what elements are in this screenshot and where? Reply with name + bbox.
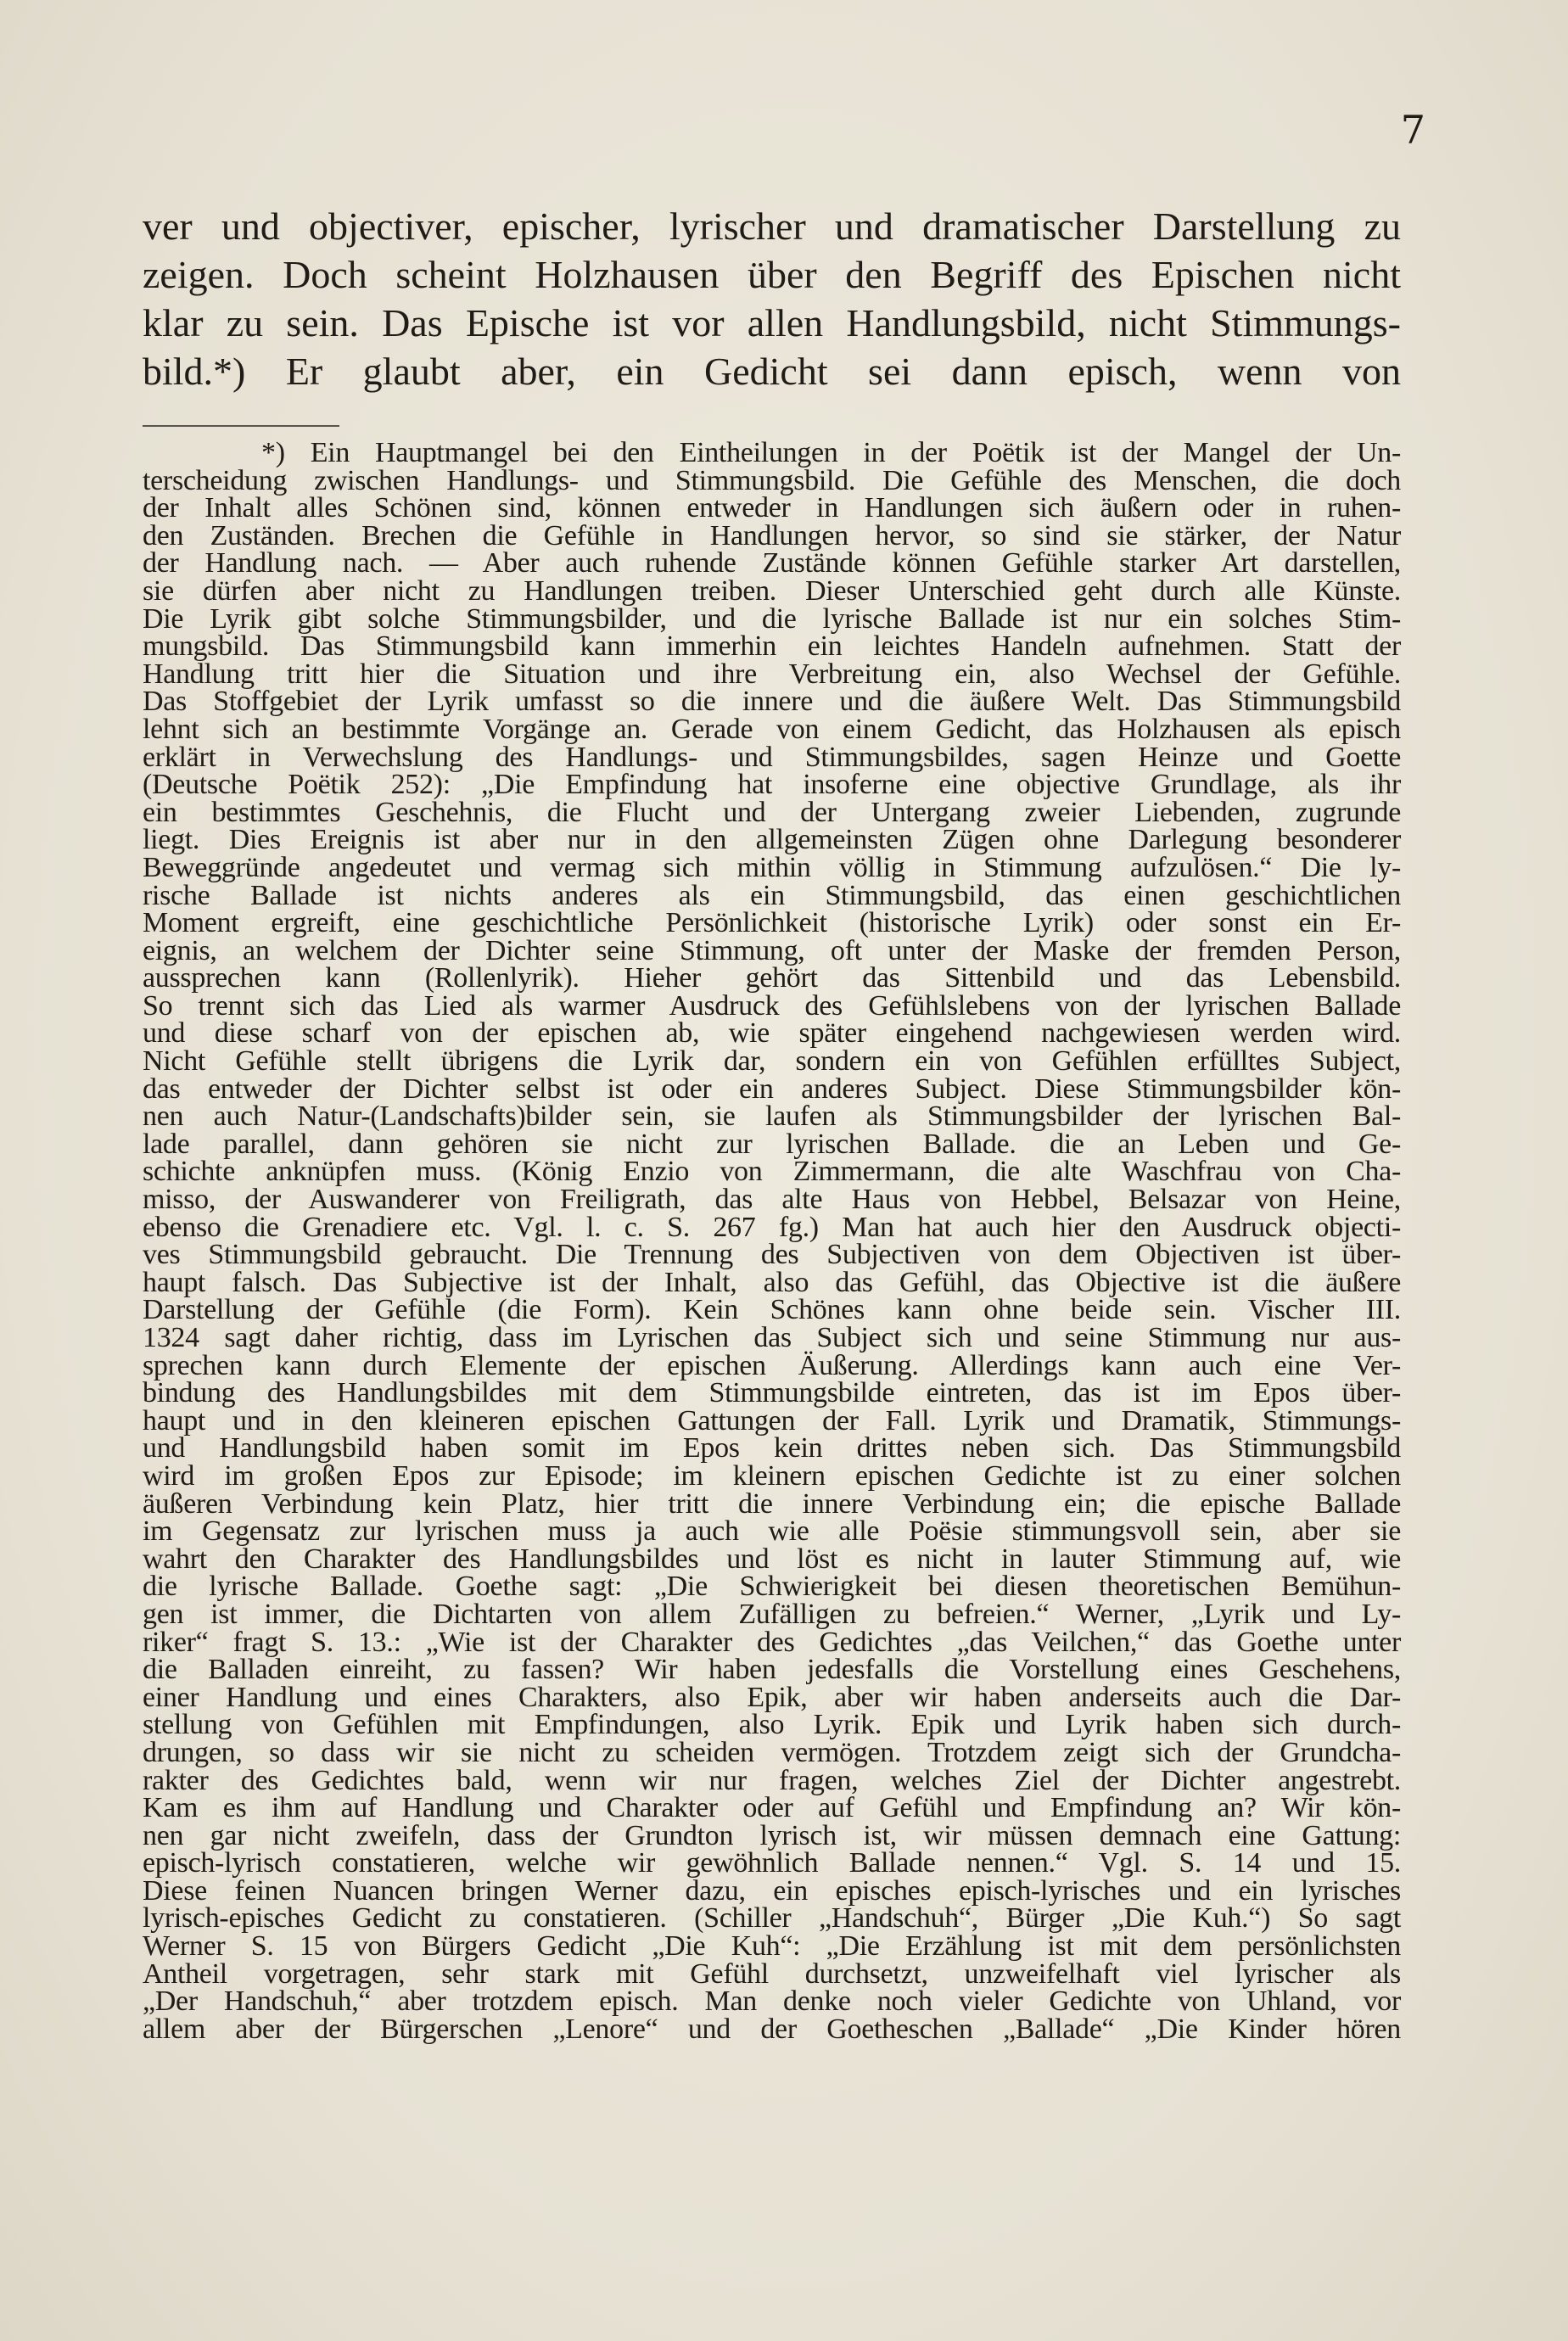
footnote-line: Antheil vorgetragen, sehr stark mit Gefühl durchsetzt, unzweifelhaft viel lyrischer als xyxy=(143,1957,1401,1990)
footnote-line: allem aber der Bürgerschen „Lenore“ und der Goetheschen „Ballade“ „Die Kinder hören xyxy=(143,2013,1401,2045)
footnote-line: lade parallel, dann gehören sie nicht zur lyrischen Ballade. die an Leben und Ge- xyxy=(143,1128,1401,1160)
footnote-line: bindung des Handlungsbildes mit dem Stimmungsbilde eintreten, das ist im Epos über- xyxy=(143,1377,1401,1409)
footnote-line: Nicht Gefühle stellt übrigens die Lyrik dar, sondern ein von Gefühlen erfülltes Subject, xyxy=(143,1045,1401,1078)
footnote-line: und Handlungsbild haben somit im Epos kein drittes neben sich. Das Stimmungsbild xyxy=(143,1432,1401,1465)
footnote-line: (Deutsche Poëtik 252): „Die Empfindung hat insoferne eine objective Grundlage, als ihr xyxy=(143,769,1401,801)
footnote-line: nen auch Natur-(Landschafts)bilder sein, sie laufen als Stimmungsbilder der lyrischen Bal- xyxy=(143,1100,1401,1133)
footnote-line: im Gegensatz zur lyrischen muss ja auch wie alle Poësie stimmungsvoll sein, aber sie xyxy=(143,1515,1401,1548)
footnote-line: episch-lyrisch constatieren, welche wir gewöhnlich Ballade nennen.“ Vgl. S. 14 und 15. xyxy=(143,1847,1401,1879)
footnote-line: stellung von Gefühlen mit Empfindungen, also Lyrik. Epik und Lyrik haben sich durch- xyxy=(143,1709,1401,1741)
footnote-line: Moment ergreift, eine geschichtliche Persönlichkeit (historische Lyrik) oder sonst ein Er- xyxy=(143,907,1401,939)
footnote-line: eignis, an welchem der Dichter seine Stimmung, oft unter der Maske der fremden Person, xyxy=(143,934,1401,966)
footnote-line: erklärt in Verwechslung des Handlungs- und Stimmungsbildes, sagen Heinze und Goette xyxy=(143,741,1401,773)
footnote-line: mungsbild. Das Stimmungsbild kann immerhin ein leichtes Handeln aufnehmen. Statt der xyxy=(143,630,1401,663)
page-number: 7 xyxy=(1400,107,1425,153)
footnote-line: misso, der Auswanderer von Freiligrath, das alte Haus von Hebbel, Belsazar von Heine, xyxy=(143,1184,1401,1216)
footnote-line: einer Handlung und eines Charakters, also Epik, aber wir haben anderseits auch die Dar- xyxy=(143,1681,1401,1713)
footnote-line: die lyrische Ballade. Goethe sagt: „Die Schwierigkeit bei diesen theoretischen Bemühun- xyxy=(143,1571,1401,1603)
footnote-line: nen gar nicht zweifeln, dass der Grundton lyrisch ist, wir müssen demnach eine Gattung: xyxy=(143,1819,1401,1851)
footnote-line xyxy=(143,2043,1401,2071)
footnote-line: Handlung tritt hier die Situation und ihre Verbreitung ein, also Wechsel der Gefühle. xyxy=(143,658,1401,690)
footnote-line: Die Lyrik gibt solche Stimmungsbilder, und die lyrische Ballade ist nur ein solches Stim- xyxy=(143,602,1401,635)
footnote-line: riker“ fragt S. 13.: „Wie ist der Charakter des Gedichtes „das Veilchen,“ das Goethe unter xyxy=(143,1626,1401,1658)
footnote xyxy=(143,437,1401,2071)
footnote-line: terscheidung zwischen Handlungs- und Stimmungsbild. Die Gefühle des Menschen, die doch xyxy=(143,464,1401,496)
main-text xyxy=(143,202,1401,395)
footnote-line: liegt. Dies Ereignis ist aber nur in den allgemeinsten Zügen ohne Darlegung besonderer xyxy=(143,824,1401,856)
footnote-line: Werner S. 15 von Bürgers Gedicht „Die Kuh“: „Die Erzählung ist mit dem persönlichsten xyxy=(143,1930,1401,1963)
main-text-line: bild.*) Er glaubt aber, ein Gedicht sei dann episch, wenn von xyxy=(143,350,1401,393)
footnote-line: rische Ballade ist nichts anderes als ein Stimmungsbild, das einen geschichtlichen xyxy=(143,879,1401,911)
footnote-line: drungen, so dass wir sie nicht zu scheiden vermögen. Trotzdem zeigt sich der Grundcha- xyxy=(143,1736,1401,1768)
footnote-line: sie dürfen aber nicht zu Handlungen treiben. Dieser Unterschied geht durch alle Künste. xyxy=(143,574,1401,607)
footnote-line: der Inhalt alles Schönen sind, können entweder in Handlungen sich äußern oder in ruhen- xyxy=(143,492,1401,524)
footnote-line: haupt und in den kleineren epischen Gattungen der Fall. Lyrik und Dramatik, Stimmungs- xyxy=(143,1404,1401,1437)
footnote-line: der Handlung nach. — Aber auch ruhende Zustände können Gefühle starker Art darstellen, xyxy=(143,547,1401,580)
footnote-line: rakter des Gedichtes bald, wenn wir nur fragen, welches Ziel der Dichter angestrebt. xyxy=(143,1764,1401,1796)
footnote-line: die Balladen einreiht, zu fassen? Wir haben jedesfalls die Vorstellung eines Geschehens, xyxy=(143,1654,1401,1686)
main-text-line: zeigen. Doch scheint Holzhausen über den Begriff des Epischen nicht xyxy=(143,253,1401,296)
footnote-line: das entweder der Dichter selbst ist oder ein anderes Subject. Diese Stimmungsbilder kön- xyxy=(143,1072,1401,1105)
footnote-line: Kam es ihm auf Handlung und Charakter oder auf Gefühl und Empfindung an? Wir kön- xyxy=(143,1792,1401,1824)
main-text-line: ver und objectiver, epischer, lyrischer und dramatischer Darstellung zu xyxy=(143,204,1401,248)
footnote-line: gen ist immer, die Dichtarten von allem Zufälligen zu befreien.“ Werner, „Lyrik und Ly- xyxy=(143,1598,1401,1630)
footnote-line: den Zuständen. Brechen die Gefühle in Handlungen hervor, so sind sie stärker, der Natur xyxy=(143,519,1401,552)
footnote-line: haupt falsch. Das Subjective ist der Inhalt, also das Gefühl, das Objective ist die äußere xyxy=(143,1266,1401,1298)
footnote-line: Das Stoffgebiet der Lyrik umfasst so die innere und die äußere Welt. Das Stimmungsbild xyxy=(143,686,1401,718)
footnote-line: sprechen kann durch Elemente der epischen Äußerung. Allerdings kann auch eine Ver- xyxy=(143,1349,1401,1381)
footnote-line: Beweggründe angedeutet und vermag sich mithin völlig in Stimmung aufzulösen.“ Die ly- xyxy=(143,851,1401,883)
footnote-line: So trennt sich das Lied als warmer Ausdruck des Gefühlslebens von der lyrischen Ballade xyxy=(143,989,1401,1022)
footnote-line: aussprechen kann (Rollenlyrik). Hieher gehört das Sittenbild und das Lebensbild. xyxy=(143,962,1401,994)
footnote-line: lehnt sich an bestimmte Vorgänge an. Gerade von einem Gedicht, das Holzhausen als episch xyxy=(143,713,1401,745)
footnote-line: ein bestimmtes Geschehnis, die Flucht und der Untergang zweier Liebenden, zugrunde xyxy=(143,796,1401,828)
footnote-line: Darstellung der Gefühle (die Form). Kein Schönes kann ohne beide sein. Vischer III. xyxy=(143,1294,1401,1326)
footnote-line: ebenso die Grenadiere etc. Vgl. l. c. S. 267 fg.) Man hat auch hier den Ausdruck objecti- xyxy=(143,1211,1401,1243)
footnote-line: Diese feinen Nuancen bringen Werner dazu, ein episches episch-lyrisches und ein lyrisches xyxy=(143,1874,1401,1907)
footnote-line: „Der Handschuh,“ aber trotzdem episch. Man denke noch vieler Gedichte von Uhland, vor xyxy=(143,1985,1401,2018)
footnote-line: wahrt den Charakter des Handlungsbildes und löst es nicht in lauter Stimmung auf, wie xyxy=(143,1543,1401,1575)
footnote-separator xyxy=(143,425,339,427)
footnote-line: wird im großen Epos zur Episode; im kleinern epischen Gedichte ist zu einer solchen xyxy=(143,1459,1401,1492)
footnote-line: äußeren Verbindung kein Platz, hier tritt die innere Verbindung ein; die epische Ballade xyxy=(143,1487,1401,1520)
footnote-line: und diese scharf von der epischen ab, wie später eingehend nachgewiesen werden wird. xyxy=(143,1017,1401,1050)
footnote-line: 1324 sagt daher richtig, dass im Lyrischen das Subject sich und seine Stimmung nur aus- xyxy=(143,1322,1401,1353)
footnote-line: schichte anknüpfen muss. (König Enzio von Zimmermann, die alte Waschfrau von Cha- xyxy=(143,1156,1401,1188)
footnote-line: ves Stimmungsbild gebraucht. Die Trennung des Subjectiven von dem Objectiven ist über- xyxy=(143,1239,1401,1271)
footnote-line: *) Ein Hauptmangel bei den Eintheilungen in der Poëtik ist der Mangel der Un- xyxy=(261,437,1401,468)
footnote-line: lyrisch-episches Gedicht zu constatieren. (Schiller „Handschuh“, Bürger „Die Kuh.“) So sagt xyxy=(143,1902,1401,1935)
main-text-line: klar zu sein. Das Epische ist vor allen Handlungsbild, nicht Stimmungs- xyxy=(143,301,1401,344)
